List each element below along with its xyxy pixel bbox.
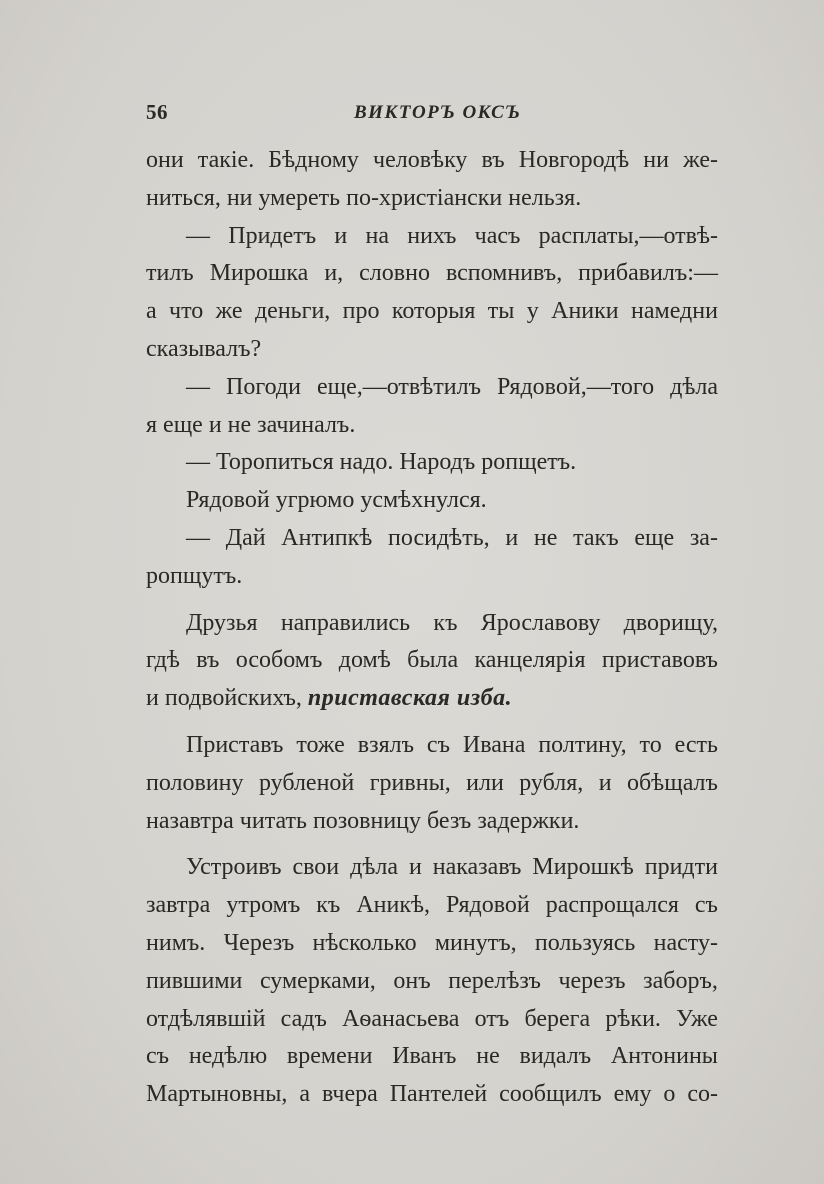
word: не	[476, 1043, 500, 1070]
word: —	[186, 222, 210, 249]
line-text: назавтра читать позовницу безъ задержки.	[146, 807, 580, 834]
word: съ	[146, 1043, 170, 1070]
word: дѣла	[670, 373, 718, 400]
text-line	[146, 849, 718, 887]
word: за-	[689, 524, 718, 551]
word: тоже	[296, 731, 345, 758]
word: которыя	[391, 298, 476, 325]
word: гривны,	[369, 769, 451, 796]
line-text: ропщутъ.	[146, 562, 243, 589]
text-line	[146, 680, 718, 718]
word: Приставъ	[186, 731, 284, 758]
word: рѣки.	[605, 1005, 661, 1032]
word: посидѣть,	[388, 524, 490, 551]
word: придти	[644, 854, 718, 881]
text-line	[146, 444, 718, 482]
word: Аникѣ,	[356, 892, 431, 919]
word: Погоди	[226, 373, 301, 400]
word: или	[466, 769, 504, 796]
word: и	[505, 524, 519, 551]
text-line	[146, 369, 718, 407]
word: тилъ	[146, 260, 194, 287]
line-text: Рядовой угрюмо усмѣхнулся.	[186, 487, 487, 514]
word: рубленой	[258, 769, 355, 796]
text-line	[146, 1038, 718, 1076]
word: Иванъ	[392, 1043, 457, 1070]
word: часъ	[474, 222, 521, 249]
word: отъ	[474, 1005, 510, 1032]
word: заборъ,	[643, 967, 718, 994]
text-line	[146, 293, 718, 331]
word: вчера	[321, 1081, 378, 1108]
word: дворищу,	[623, 609, 718, 636]
word: и	[598, 769, 612, 796]
text-line	[146, 142, 718, 180]
word: Бѣдному	[268, 147, 359, 173]
word: сообщилъ	[499, 1081, 602, 1108]
word: съ	[426, 731, 450, 758]
text-line	[146, 887, 718, 925]
word: деньги,	[254, 298, 331, 325]
word: расплаты,—отвѣ-	[538, 222, 718, 249]
word: Ярославову	[480, 609, 601, 636]
word: видалъ	[519, 1043, 592, 1070]
word: о	[663, 1081, 676, 1108]
text-line	[146, 180, 718, 218]
word: намедни	[631, 298, 718, 325]
page-number: 56	[146, 100, 168, 124]
word: завтра	[146, 892, 211, 919]
running-title: ВИКТОРЪ ОКСЪ	[354, 102, 522, 123]
word: вспомнивъ,	[445, 260, 563, 287]
word: Антипкѣ	[281, 524, 373, 551]
word: гдѣ	[146, 647, 180, 674]
word: къ	[433, 609, 458, 636]
text-line	[146, 605, 718, 643]
word: такъ	[573, 524, 619, 551]
word: Мирошка	[209, 260, 309, 287]
word: Рядовой	[446, 892, 530, 919]
text-line	[146, 727, 718, 765]
word: была	[407, 647, 459, 674]
word: есть	[674, 731, 718, 758]
word: что	[169, 298, 204, 325]
word: утромъ	[226, 892, 301, 919]
word: Новгородѣ	[518, 147, 630, 173]
text-line	[146, 1001, 718, 1039]
word: наказавъ	[432, 854, 522, 881]
text-line	[146, 520, 718, 558]
word: Мирошкѣ	[532, 854, 634, 881]
word: нѣсколько	[312, 929, 417, 956]
word: они	[146, 147, 184, 173]
word: Уже	[676, 1005, 718, 1032]
text-line	[146, 925, 718, 963]
word: насту-	[653, 929, 718, 956]
text-line	[146, 642, 718, 680]
text-line	[146, 482, 718, 520]
word: садъ	[280, 1005, 327, 1032]
word: у	[526, 298, 539, 325]
line-text: и подвойскихъ,	[146, 685, 308, 712]
word: пившими	[146, 967, 243, 994]
word: домѣ	[338, 647, 391, 674]
word: еще,—отвѣтилъ	[316, 373, 481, 400]
word: же-	[683, 147, 718, 173]
word: Пантелей	[389, 1081, 488, 1108]
word: черезъ	[558, 967, 626, 994]
word: обѣщалъ	[626, 769, 718, 796]
word: приставовъ	[601, 647, 718, 674]
word: —	[186, 524, 210, 551]
word: ни	[643, 147, 669, 173]
word: берега	[524, 1005, 591, 1032]
word: полтину,	[538, 731, 627, 758]
word: Ивана	[462, 731, 526, 758]
word: нихъ	[407, 222, 457, 249]
word: на	[365, 222, 389, 249]
italic-term: приставская изба.	[307, 685, 513, 712]
word: распрощался	[545, 892, 679, 919]
word: въ	[196, 647, 220, 674]
word: Рядовой,—того	[497, 373, 655, 400]
word: Аники	[551, 298, 619, 325]
word: взялъ	[357, 731, 414, 758]
word: перелѣзъ	[448, 967, 541, 994]
word: Дай	[225, 524, 266, 551]
word: про	[342, 298, 380, 325]
word: сумерками,	[259, 967, 376, 994]
line-text: я еще и не зачиналъ.	[146, 411, 356, 438]
word: прибавилъ:—	[578, 260, 718, 287]
word: такіе.	[197, 147, 255, 173]
word: а	[299, 1081, 311, 1108]
word: со-	[687, 1081, 718, 1108]
word: человѣку	[373, 147, 468, 173]
word: пользуясь	[534, 929, 636, 956]
text-line	[146, 218, 718, 256]
word: канцелярія	[474, 647, 586, 674]
word: же	[215, 298, 243, 325]
word: онъ	[393, 967, 431, 994]
text-line	[146, 255, 718, 293]
word: рубля,	[519, 769, 584, 796]
text-line	[146, 1076, 718, 1114]
page-body-text	[146, 142, 718, 1114]
word: —	[186, 373, 210, 400]
word: половину	[146, 769, 244, 796]
word: дѣла	[350, 854, 398, 881]
word: направились	[280, 609, 411, 636]
word: не	[533, 524, 558, 551]
word: свои	[292, 854, 340, 881]
text-line	[146, 331, 718, 369]
text-line	[146, 765, 718, 803]
word: особомъ	[235, 647, 323, 674]
word: а	[146, 298, 157, 325]
line-text: ниться, ни умереть по-христіански нельзя.	[146, 184, 582, 211]
text-line	[146, 407, 718, 445]
line-text: сказывалъ?	[146, 335, 262, 362]
word: Аѳанасьева	[342, 1005, 460, 1032]
word: отдѣлявшій	[146, 1005, 266, 1032]
text-line	[146, 803, 718, 841]
word: ты	[487, 298, 515, 325]
word: и	[334, 222, 348, 249]
word: и	[408, 854, 422, 881]
word: Придетъ	[228, 222, 317, 249]
word: въ	[481, 147, 505, 173]
word: еще	[634, 524, 675, 551]
text-line	[146, 558, 718, 596]
word: Мартыновны,	[146, 1081, 288, 1108]
word: нимъ.	[146, 929, 206, 956]
word: минутъ,	[434, 929, 517, 956]
word: къ	[316, 892, 341, 919]
page-header	[146, 100, 726, 130]
word: и,	[324, 260, 344, 287]
word: съ	[694, 892, 718, 919]
word: то	[639, 731, 662, 758]
word: Черезъ	[223, 929, 295, 956]
word: недѣлю	[188, 1043, 268, 1070]
text-line	[146, 963, 718, 1001]
word: словно	[359, 260, 430, 287]
word: времени	[286, 1043, 373, 1070]
word: ему	[613, 1081, 652, 1108]
word: Устроивъ	[186, 854, 282, 881]
line-text: — Торопиться надо. Народъ ропщетъ.	[186, 449, 577, 476]
word: Антонины	[610, 1043, 718, 1070]
word: Друзья	[186, 609, 258, 636]
